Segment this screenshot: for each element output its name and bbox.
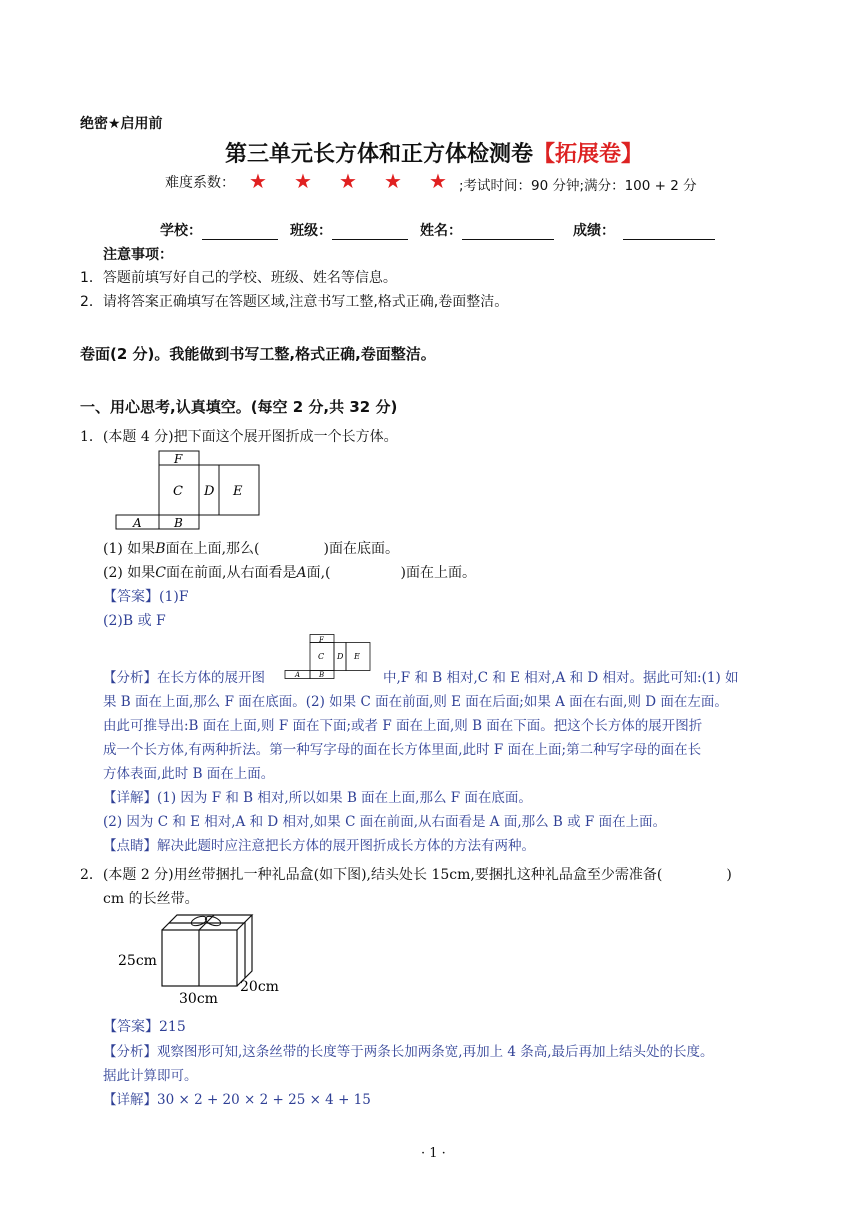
class-blank[interactable] [332, 223, 408, 240]
name-blank[interactable] [462, 223, 554, 240]
answer-label: 【答案】 [103, 1019, 159, 1035]
q1-analysis-line: 成一个长方体,有两种折法。第一种写字母的面在长方体里面,此时 F 面在上面;第二种写字母的面在长 [103, 742, 702, 758]
small-net-label-e: E [354, 652, 360, 661]
analysis-label: 【分析】 [103, 670, 157, 686]
q1-answer [103, 586, 189, 606]
q1-analysis-line: 果 B 面在上面,那么 F 面在底面。(2) 如果 C 面在前面,则 E 面在后面;如果 A 面在右面,则 D 面在左面。 [103, 694, 728, 710]
note-item: 1．答题前填写好自己的学校、班级、姓名等信息。 [80, 270, 397, 286]
tip-text: 解决此题时应注意把长方体的展开图折成长方体的方法有两种。 [157, 838, 535, 854]
section1-heading: 一、用心思考,认真填空。(每空 2 分,共 32 分) [80, 398, 398, 416]
q1-answer2: (2)B 或 F [103, 613, 166, 629]
q1-sub1-text: 面在上面,那么( [165, 541, 260, 557]
q1-analysis-line: 由此可推导出:B 面在上面,则 F 面在下面;或者 F 面在上面,则 B 面在下面。把这个长方体的展开图折 [103, 718, 703, 734]
notes-title: 注意事项： [103, 247, 173, 263]
q1-analysis-post: 中,F 和 B 相对,C 和 E 相对,A 和 D 相对。据此可知:(1) 如 [383, 670, 739, 686]
q1-net-diagram [115, 450, 263, 530]
name-field [420, 220, 554, 240]
class-field [290, 220, 408, 240]
net-label-f: F [174, 452, 183, 466]
star-icon: ★ [249, 169, 267, 193]
q1-sub2-text: (2) 如果 [103, 565, 156, 581]
star-icon: ★ [339, 169, 357, 193]
box-length-label: 30cm [179, 991, 218, 1005]
q1-sub1-text: (1) 如果 [103, 541, 156, 557]
q1-stem: 1．(本题 4 分)把下面这个展开图折成一个长方体。 [80, 429, 398, 445]
detail-text: 30 × 2 + 20 × 2 + 25 × 4 + 15 [157, 1092, 371, 1108]
bow-loop-left [190, 915, 208, 928]
q2-stem-line2: cm 的长丝带。 [103, 891, 199, 907]
detail-label: 【详解】 [103, 1092, 157, 1108]
class-label: 班级： [290, 223, 332, 239]
small-net-label-d: D [337, 652, 344, 661]
q2-stem-text: 2．(本题 2 分)用丝带捆扎一种礼品盒(如下图),结头处长 15cm,要捆扎这种礼品盒至少需准备( [80, 867, 663, 883]
school-blank[interactable] [202, 223, 278, 240]
page-title [225, 137, 643, 168]
analysis-text: 观察图形可知,这条丝带的长度等于两条长加两条宽,再加上 4 条高,最后再加上结头处的长度。 [157, 1044, 714, 1060]
q1-sub2-text: 面在前面,从右面看是 [166, 565, 297, 581]
net-label-b: B [174, 516, 183, 530]
neatness-statement: 卷面(2 分)。我能做到书写工整,格式正确,卷面整洁。 [80, 345, 436, 363]
q1-sub2-var: C [155, 565, 166, 581]
q1-sub1-text: )面在底面。 [323, 541, 399, 557]
net-label-c: C [173, 484, 183, 499]
net-label-a: A [133, 516, 142, 530]
title-tag: 【拓展卷】 [533, 142, 644, 167]
q1-sub2-text: 面,( [306, 565, 331, 581]
q2-gift-box-diagram [115, 910, 290, 1005]
q1-tip [103, 834, 535, 854]
q1-sub2-var: A [296, 565, 307, 581]
q2-stem [80, 864, 732, 884]
q1-analysis-first [103, 666, 265, 686]
q1-sub2 [103, 562, 476, 582]
analysis-text: 在长方体的展开图 [157, 670, 265, 686]
secret-label: 绝密★启用前 [80, 116, 163, 132]
q1-sub2-text: )面在上面。 [400, 565, 476, 581]
q2-detail [103, 1088, 371, 1108]
small-net-label-a: A [295, 671, 301, 679]
q1-detail2: (2) 因为 C 和 E 相对,A 和 D 相对,如果 C 面在前面,从右面看是 A 面,那么 B 或 F 面在上面。 [103, 814, 667, 830]
net-label-d: D [204, 484, 215, 499]
box-height-label: 25cm [118, 953, 157, 969]
small-net-label-c: C [318, 652, 325, 661]
difficulty-row [165, 172, 235, 192]
star-icon: ★ [384, 169, 402, 193]
q1-detail [103, 786, 532, 806]
box-width-label: 20cm [240, 979, 279, 995]
analysis-label: 【分析】 [103, 1044, 157, 1060]
answer-value: 215 [159, 1019, 186, 1035]
exam-info: ;考试时间：90 分钟;满分：100 + 2 分 [459, 178, 697, 194]
net-label-e: E [233, 484, 243, 499]
detail-label: 【详解】 [103, 790, 157, 806]
answer-label: 【答案】 [103, 589, 159, 605]
school-field [160, 220, 278, 240]
q1-analysis-line: 方体表面,此时 B 面在上面。 [103, 766, 275, 782]
star-icon: ★ [294, 169, 312, 193]
q2-stem-text: ) [726, 867, 732, 883]
name-label: 姓名： [420, 223, 462, 239]
q1-sub1-var: B [155, 541, 166, 557]
q1-small-net-diagram [284, 634, 372, 682]
score-blank[interactable] [623, 223, 715, 240]
q1-sub1 [103, 538, 399, 558]
difficulty-label: 难度系数： [165, 175, 235, 191]
title-main: 第三单元长方体和正方体检测卷 [225, 142, 534, 167]
answer-value: (1)F [159, 589, 189, 605]
score-field [573, 220, 715, 240]
q2-analysis2: 据此计算即可。 [103, 1068, 198, 1084]
bow-loop-right [204, 915, 222, 928]
q2-answer [103, 1016, 186, 1036]
score-label: 成绩： [573, 223, 615, 239]
tip-label: 【点睛】 [103, 838, 157, 854]
small-net-label-b: B [319, 671, 325, 679]
page-number: · 1 · [421, 1146, 446, 1161]
star-icon: ★ [429, 169, 447, 193]
detail-text: (1) 因为 F 和 B 相对,所以如果 B 面在上面,那么 F 面在底面。 [157, 790, 532, 806]
q2-analysis [103, 1040, 714, 1060]
note-item: 2．请将答案正确填写在答题区域,注意书写工整,格式正确,卷面整洁。 [80, 294, 509, 310]
school-label: 学校： [160, 223, 202, 239]
small-net-label-f: F [319, 636, 324, 644]
